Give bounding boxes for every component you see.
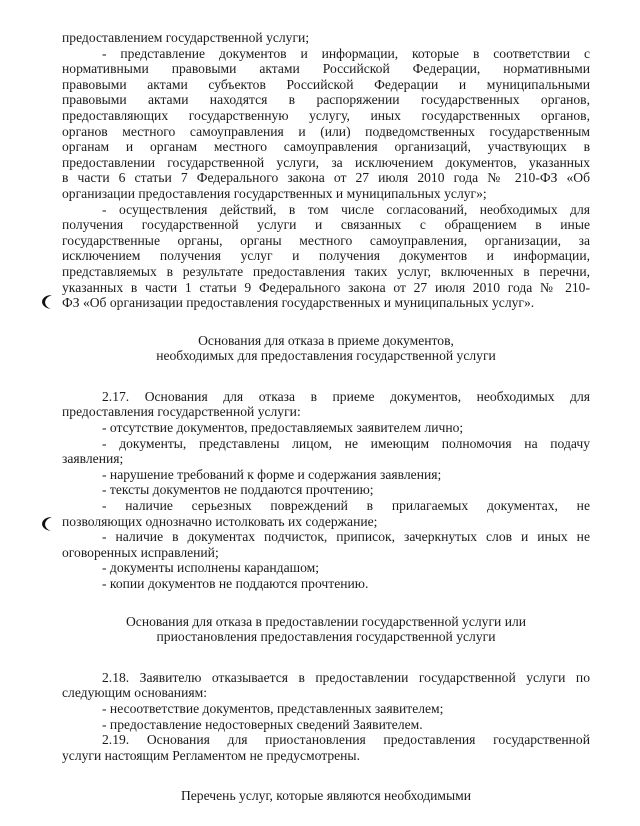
text-line: ФЗ «Об организации предоставления государственных и муниципальных услуг». [62,295,535,311]
text-line: правовыми актами находятся в распоряжении государственных органов, [62,92,590,108]
text-line: позволяющих однозначно истолковать их содержание; [62,513,378,529]
document-page [62,30,590,804]
text-line: предоставления государственной услуги: [62,404,301,420]
text-line: получения государственной услуги и связанных с обращением в иные [62,217,590,233]
text-line: 2.18. Заявителю отказывается в предоставлении государственной услуги по [102,669,590,685]
heading-line: приостановления предоставления государственной услуги [156,629,496,645]
paragraph-block-2 [62,389,590,592]
text-line: - отсутствие документов, предоставляемых заявителем лично; [102,420,464,436]
text-line: органов местного самоуправления и (или) подведомственных государственным [62,123,590,139]
text-line: в части 6 статьи 7 Федерального закона от 27 июля 2010 года № 210-ФЗ «Об [62,170,590,186]
text-line: - тексты документов не поддаются прочтению; [102,482,374,498]
heading-line: необходимых для предоставления государственной услуги [156,348,496,364]
text-line: оговоренных исправлений; [62,544,219,560]
text-line: органам и органам местного самоуправления организаций, участвующих в [62,139,590,155]
text-line: указанных в части 1 статьи 9 Федерального закона от 27 июля 2010 года № 210- [62,279,590,295]
text-line: - копии документов не поддаются прочтению. [102,576,369,591]
text-line: - документы исполнены карандашом; [102,560,320,576]
text-line: - осуществления действий, в том числе согласований, необходимых для [102,201,590,217]
section-heading-necessary-services: Перечень услуг, которые являются необходимыми [180,788,472,804]
text-line: - предоставление недостоверных сведений Заявителем. [102,716,423,732]
text-line: - нарушение требований к форме и содержания заявления; [102,466,442,482]
heading-line: Основания для отказа в предоставлении государственной услуги или [125,613,527,629]
text-line: заявления; [62,451,124,467]
text-line: организации предоставления государственных и муниципальных услуг»; [62,185,487,201]
text-line: 2.17. Основания для отказа в приеме документов, необходимых для [102,388,590,404]
text-line: государственные органы, органы местного самоуправления, организации, за [62,232,590,248]
text-line: предоставляющих государственную услугу, иных государственных органов, [62,107,590,123]
text-line: - наличие в документах подчисток, приписок, зачеркнутых слов и иных не [102,529,590,545]
text-line: предоставлением государственной услуги; [62,30,310,45]
section-heading-refusal-service [62,614,590,645]
text-line: - несоответствие документов, представленных заявителем; [102,700,444,716]
text-line: представляемых в результате предоставления таких услуг, включенных в перечни, [62,263,590,279]
heading-line: Основания для отказа в приеме документов, [198,332,454,348]
text-line: - документы, представлены лицом, не имеющим полномочия на подачу [102,435,590,451]
paragraph-block-1 [62,30,590,311]
text-line: нормативными правовыми актами Российской Федерации, нормативными [62,61,590,77]
text-line: следующим основаниям: [62,685,207,701]
text-line: правовыми актами субъектов Российской Федерации и муниципальными [62,76,590,92]
text-line: услуги настоящим Регламентом не предусмотрены. [62,747,360,763]
text-line: - наличие серьезных повреждений в прилагаемых документах, не [102,498,590,514]
text-line: 2.19. Основания для приостановления предоставления государственной [102,732,590,748]
text-line: предоставлении государственной услуги, за исключением документов, указанных [62,154,590,170]
margin-mark-1 [34,292,56,312]
paragraph-block-3 [62,670,590,764]
margin-mark-2 [34,514,56,534]
text-line: исключением получения услуг и получения документов и информации, [62,248,590,264]
text-line: - представление документов и информации, которые в соответствии с [102,45,590,61]
section-heading-refusal-acceptance [62,333,590,364]
